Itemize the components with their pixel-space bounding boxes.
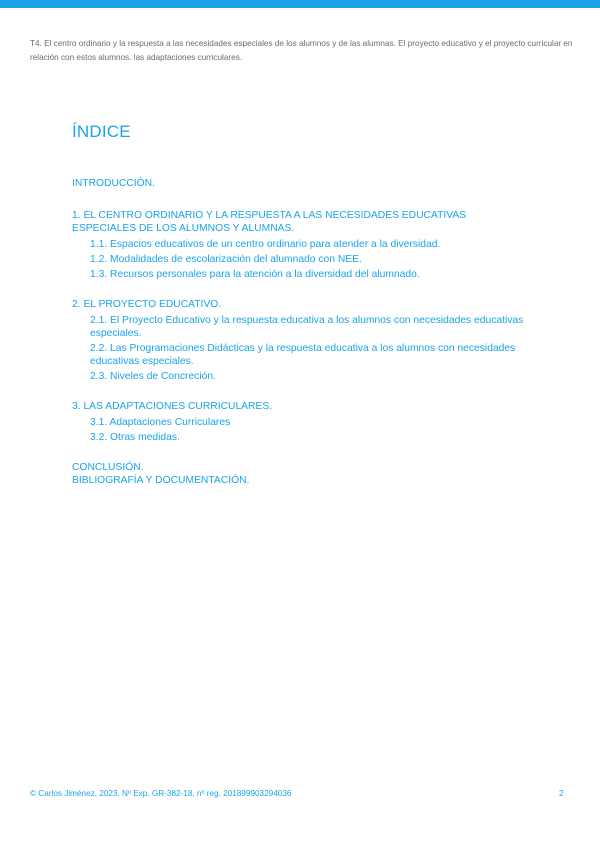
top-accent-bar: [0, 0, 600, 8]
toc-link-section-3[interactable]: 3. LAS ADAPTACIONES CURRICULARES.: [72, 401, 273, 412]
toc-link-1-1[interactable]: 1.1. Espacios educativos de un centro ordinario para atender a la diversidad.: [90, 239, 441, 250]
footer-copyright: © Carlos Jiménez, 2023. Nº Exp. GR-382-18, nº reg. 201899903294036: [30, 789, 292, 798]
toc-section-1: [72, 209, 532, 281]
toc-link-conclusion[interactable]: CONCLUSIÓN.: [72, 462, 144, 473]
document-header: T4. El centro ordinario y la respuesta a las necesidades especiales de los alumnos y de las alumnas. El proyecto educativo y el proyecto curricular en relación con estos alumnos. las adaptaciones curriculares.: [30, 39, 573, 62]
toc-link-3-1[interactable]: 3.1. Adaptaciones Curriculares: [90, 417, 231, 428]
toc-link-2-1[interactable]: 2.1. El Proyecto Educativo y la respuesta educativa a los alumnos con necesidades educativas especiales.: [90, 315, 524, 339]
toc-link-3-2[interactable]: 3.2. Otras medidas.: [90, 432, 180, 443]
page-number: 2: [559, 789, 564, 798]
toc-link-2-2[interactable]: 2.2. Las Programaciones Didácticas y la respuesta educativa a los alumnos con necesidades educativas especiales.: [90, 343, 516, 367]
toc-title: ÍNDICE: [72, 122, 131, 141]
toc-section-2: [72, 298, 532, 383]
toc-link-1-2[interactable]: 1.2. Modalidades de escolarización del alumnado con NEE.: [90, 254, 362, 265]
toc-link-section-1[interactable]: 1. EL CENTRO ORDINARIO Y LA RESPUESTA A LAS NECESIDADES EDUCATIVAS ESPECIALES DE LOS ALUMNOS Y ALUMNAS.: [72, 210, 467, 234]
toc-link-1-3[interactable]: 1.3. Recursos personales para la atención a la diversidad del alumnado.: [90, 269, 420, 280]
toc-link-bibliography[interactable]: BIBLIOGRAFÍA Y DOCUMENTACIÓN.: [72, 475, 250, 486]
toc-link-section-2[interactable]: 2. EL PROYECTO EDUCATIVO.: [72, 299, 222, 310]
toc-link-2-3[interactable]: 2.3. Niveles de Concreción.: [90, 371, 216, 382]
table-of-contents: [72, 177, 532, 487]
toc-section-3: [72, 400, 532, 444]
toc-link-introduction[interactable]: INTRODUCCIÓN.: [72, 178, 155, 189]
